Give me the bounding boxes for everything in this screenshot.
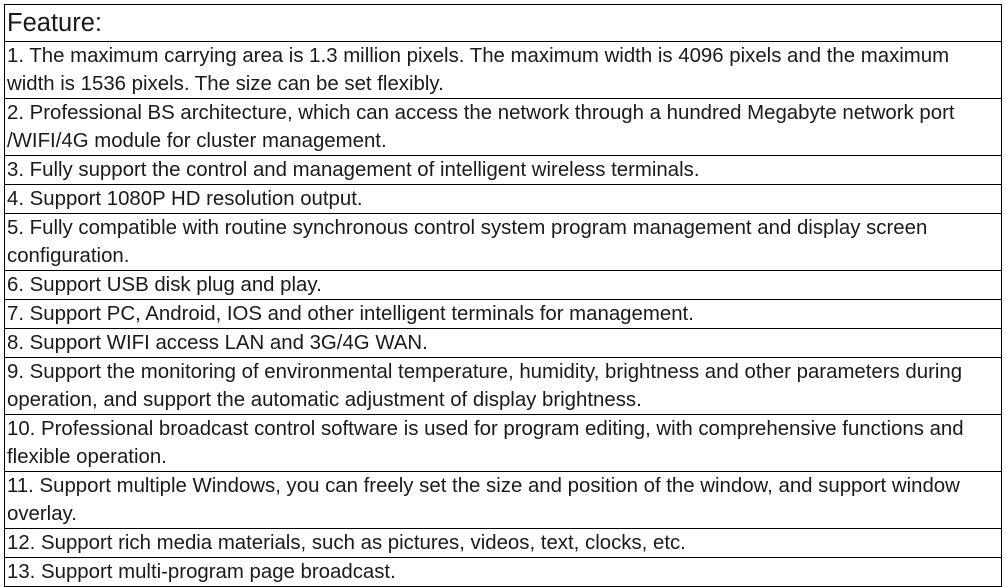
table-row (5, 99, 1002, 156)
feature-table (4, 4, 1002, 587)
table-row (5, 558, 1002, 587)
table-row (5, 529, 1002, 558)
feature-item: 6. Support USB disk plug and play. (5, 271, 1002, 300)
feature-item: 12. Support rich media materials, such as pictures, videos, text, clocks, etc. (5, 529, 1002, 558)
feature-item: 1. The maximum carrying area is 1.3 million pixels. The maximum width is 4096 pixels and the maximum width is 1536 pixels. The size can be set flexibly. (5, 42, 1002, 99)
table-header-row (5, 5, 1002, 42)
table-row (5, 185, 1002, 214)
feature-item: 7. Support PC, Android, IOS and other intelligent terminals for management. (5, 300, 1002, 329)
table-row (5, 300, 1002, 329)
table-row (5, 472, 1002, 529)
feature-item: 8. Support WIFI access LAN and 3G/4G WAN. (5, 329, 1002, 358)
feature-item: 5. Fully compatible with routine synchronous control system program management and display screen configuration. (5, 214, 1002, 271)
feature-item: 13. Support multi-program page broadcast. (5, 558, 1002, 587)
table-row (5, 271, 1002, 300)
table-row (5, 329, 1002, 358)
table-row (5, 415, 1002, 472)
feature-item: 2. Professional BS architecture, which can access the network through a hundred Megabyte network port /WIFI/4G module for cluster management. (5, 99, 1002, 156)
table-row (5, 358, 1002, 415)
feature-item: 3. Fully support the control and management of intelligent wireless terminals. (5, 156, 1002, 185)
table-row (5, 214, 1002, 271)
feature-item: 10. Professional broadcast control software is used for program editing, with comprehensive functions and flexible operation. (5, 415, 1002, 472)
feature-item: 4. Support 1080P HD resolution output. (5, 185, 1002, 214)
table-row (5, 156, 1002, 185)
feature-item: 9. Support the monitoring of environmental temperature, humidity, brightness and other parameters during operation, and support the automatic adjustment of display brightness. (5, 358, 1002, 415)
table-row (5, 42, 1002, 99)
feature-item: 11. Support multiple Windows, you can freely set the size and position of the window, and support window overlay. (5, 472, 1002, 529)
feature-heading: Feature: (5, 5, 1002, 42)
